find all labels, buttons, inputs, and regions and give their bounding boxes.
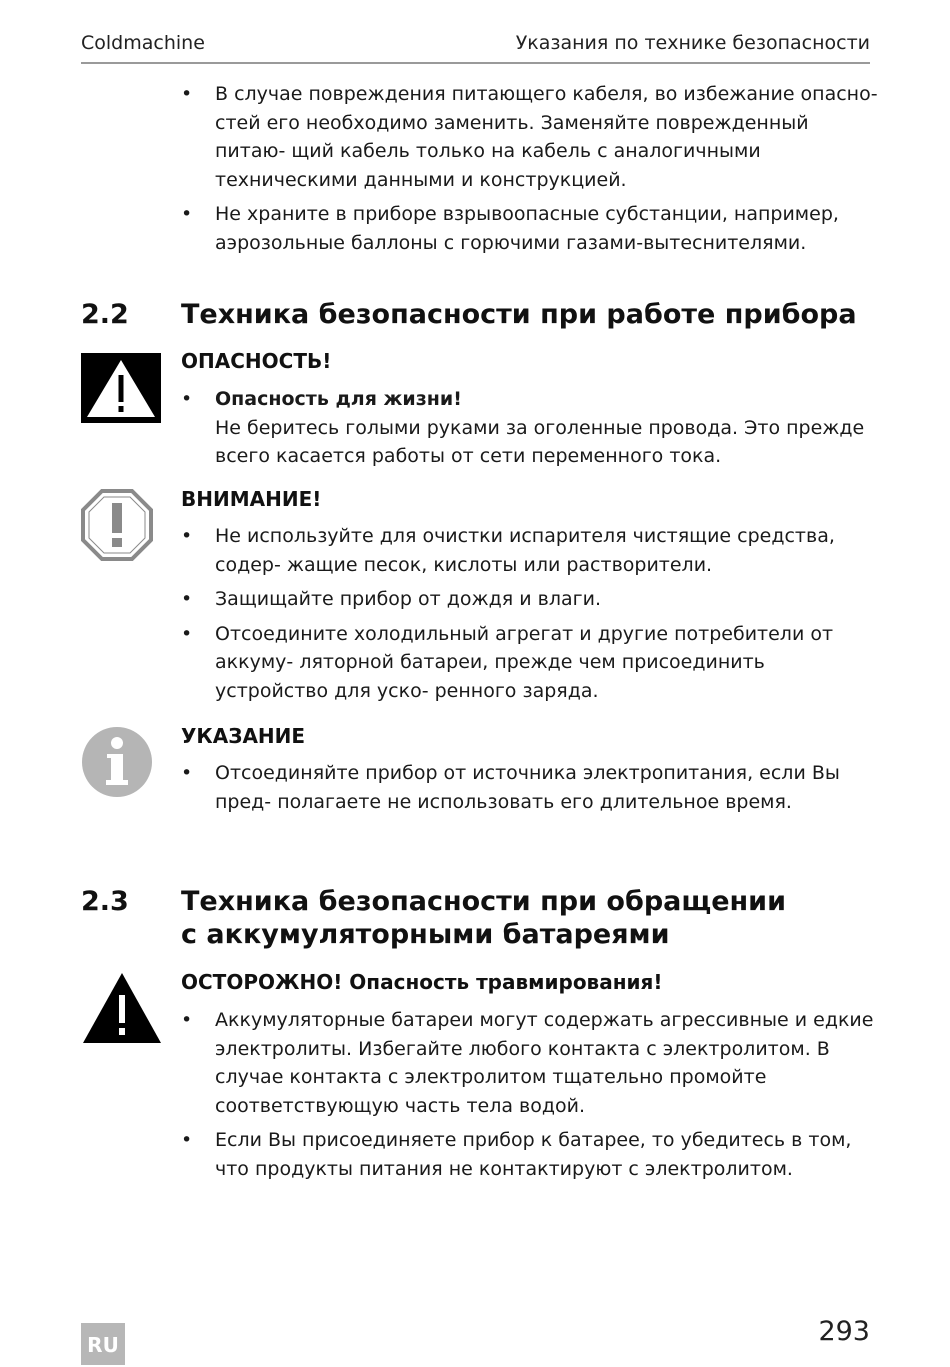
list-item: • Не храните в приборе взрывоопасные субстанции, например, аэрозольные баллоны с горючими газами-вытеснителями. — [181, 200, 881, 257]
warning-label: ВНИМАНИЕ! — [181, 487, 322, 511]
section-number: 2.2 — [81, 299, 129, 330]
list-item: • Отсоединяйте прибор от источника электропитания, если Вы пред- полагаете не использовать его длительное время. — [181, 759, 881, 816]
danger-item-title: Опасность для жизни! — [215, 388, 462, 410]
list-item: • Защищайте прибор от дождя и влаги. — [181, 585, 881, 614]
header-product: Coldmachine — [81, 32, 205, 54]
caution-list — [181, 1006, 881, 1189]
note-label: УКАЗАНИЕ — [181, 724, 306, 748]
caution-label: ОСТОРОЖНО! Опасность травмирования! — [181, 970, 663, 994]
danger-icon — [81, 353, 161, 423]
language-badge: RU — [81, 1323, 125, 1365]
warning-list — [181, 522, 881, 711]
section-number: 2.3 — [81, 886, 129, 917]
list-item: • Если Вы присоединяете прибор к батарее, то убедитесь в том, что продукты питания не контактируют с электролитом. — [181, 1126, 881, 1183]
page-number: 293 — [818, 1316, 870, 1347]
danger-list — [181, 385, 881, 477]
header-chapter: Указания по технике безопасности — [515, 32, 870, 54]
list-item: • В случае повреждения питающего кабеля, во избежание опасно- стей его необходимо заменить. Заменяйте поврежденный питаю- щий кабель только на кабель с аналогичными техническими данными и конструкцией. — [181, 80, 881, 194]
section-title-line2: с аккумуляторными батареями — [181, 919, 670, 950]
list-item — [181, 385, 881, 471]
note-list — [181, 759, 881, 822]
section-title-line1: Техника безопасности при обращении — [181, 886, 787, 917]
info-icon — [81, 726, 153, 798]
section-title: Техника безопасности при работе прибора — [181, 299, 857, 330]
list-item: • Не используйте для очистки испарителя чистящие средства, содер- жащие песок, кислоты или растворители. — [181, 522, 881, 579]
intro-list — [181, 80, 881, 263]
warning-octagon-icon — [81, 489, 153, 561]
list-item: • Отсоедините холодильный агрегат и другие потребители от аккуму- ляторной батареи, прежде чем присоединить устройство для уско- ренного заряда. — [181, 620, 881, 706]
page-header — [81, 30, 870, 64]
list-item: • Аккумуляторные батареи могут содержать агрессивные и едкие электролиты. Избегайте любого контакта с электролитом. В случае контакта с электролитом тщательно промойте соответствующую часть тела водой. — [181, 1006, 881, 1120]
danger-label: ОПАСНОСТЬ! — [181, 349, 332, 373]
danger-item-text: Не беритесь голыми руками за оголенные провода. Это прежде всего касается работы от сети переменного тока. — [215, 416, 865, 467]
caution-triangle-icon — [81, 971, 163, 1045]
